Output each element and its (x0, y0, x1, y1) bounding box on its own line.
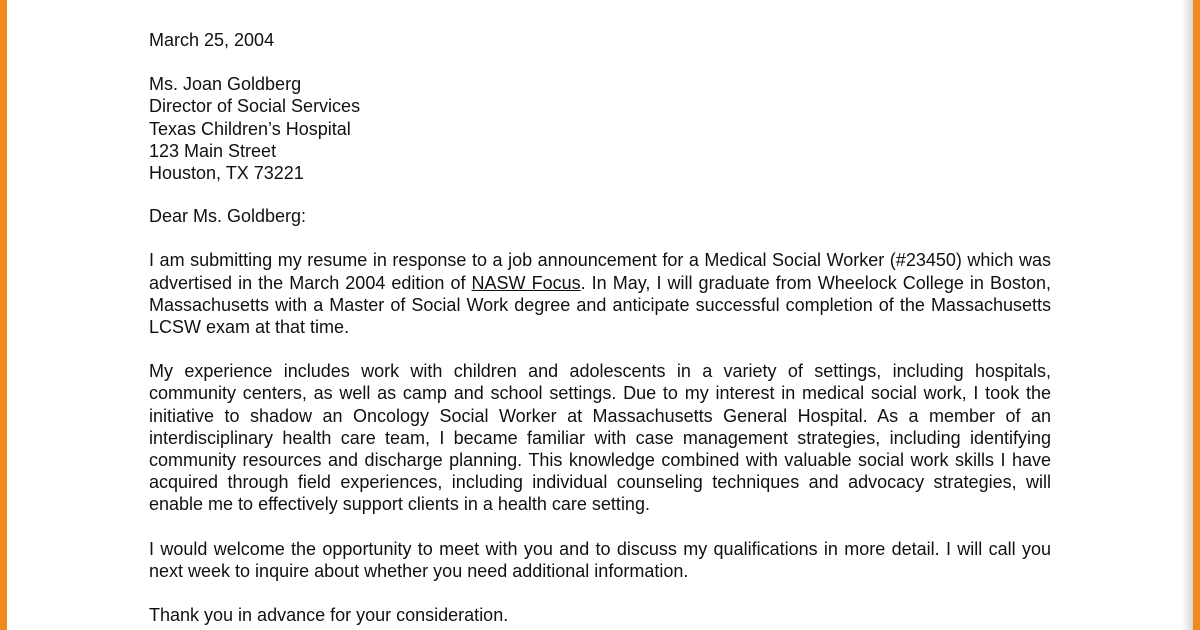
paragraph-intro-after: . In May, I will graduate from Wheelock College in Boston, Massachusetts with a Master of Social Work degree and anticipate successful completion of the Massachusetts LCSW exam at that time. (149, 272, 1051, 338)
paragraph-followup: I would welcome the opportunity to meet with you and to discuss my qualifications in more detail. I will call you next week to inquire about whether you need additional information. (149, 538, 1051, 581)
publication-title: NASW Focus (471, 272, 581, 293)
paragraph-intro (149, 249, 1051, 338)
recipient-city: Houston, TX 73221 (149, 163, 304, 184)
salutation: Dear Ms. Goldberg: (149, 206, 307, 227)
recipient-title: Director of Social Services (149, 96, 361, 117)
paragraph-intro-before: I am submitting my resume in response to a job announcement for a Medical Social Worker (#23450) which was advertised in the March 2004 edition of (149, 250, 1051, 293)
scan-edge-shadow (1181, 0, 1193, 630)
recipient-street: 123 Main Street (149, 140, 277, 161)
letter-date: March 25, 2004 (149, 30, 275, 50)
letter-body (149, 29, 1051, 626)
closing-line: Thank you in advance for your consideration. (149, 605, 509, 626)
recipient-organization: Texas Children’s Hospital (149, 118, 351, 139)
recipient-address-block (149, 73, 1051, 184)
paragraph-experience: My experience includes work with children and adolescents in a variety of settings, including hospitals, community centers, as well as camp and school settings. Due to my interest in medical social work, I took the initiative to shadow an Oncology Social Worker at Massachusetts General Hospital. As a member of an interdisciplinary health care team, I became familiar with case management strategies, including identifying community resources and discharge planning. This knowledge combined with valuable social work skills I have acquired through field experiences, including individual counseling techniques and advocacy strategies, will enable me to effectively support clients in a health care setting. (149, 361, 1051, 515)
recipient-name: Ms. Joan Goldberg (149, 74, 302, 95)
